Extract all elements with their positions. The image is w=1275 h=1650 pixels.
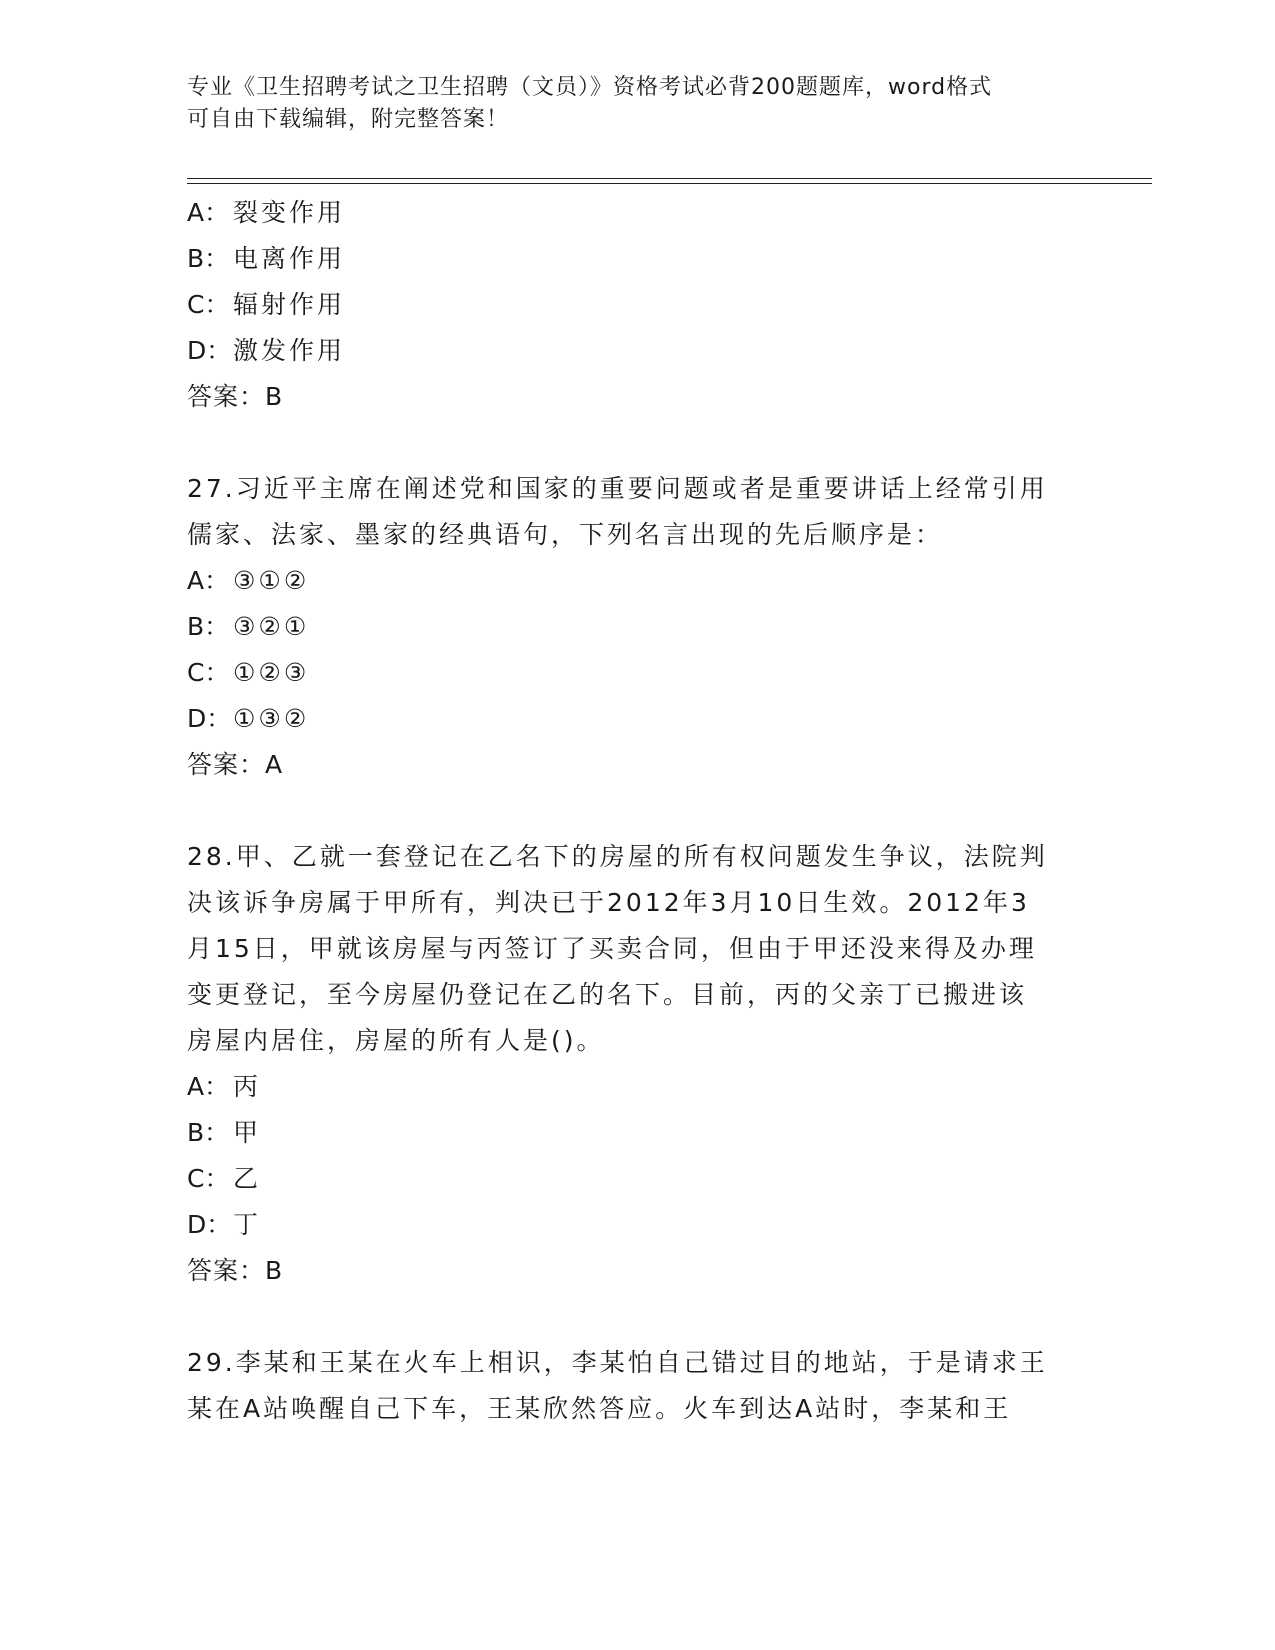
option-b: [187, 604, 1087, 650]
header-line-1: 专业《卫生招聘考试之卫生招聘（文员）》资格考试必背200题题库，word格式: [187, 75, 993, 100]
option-a: [187, 558, 1087, 604]
option-letter: B：: [187, 612, 230, 641]
question-line: 变更登记，至今房屋仍登记在乙的名下。目前，丙的父亲丁已搬进该: [187, 980, 1028, 1009]
option-b: [187, 1110, 1087, 1156]
question-line: 月15日，甲就该房屋与丙签订了买卖合同，但由于甲还没来得及办理: [187, 934, 1037, 963]
option-text: ①②③: [233, 658, 310, 687]
option-text: 丙: [233, 1072, 262, 1101]
question-29-stem: [187, 1340, 1087, 1432]
question-28-stem: [187, 834, 1087, 1064]
option-text: 乙: [233, 1164, 262, 1193]
option-letter: D：: [187, 336, 232, 365]
question-line: 房屋内居住，房屋的所有人是()。: [187, 1026, 605, 1055]
option-text: 电离作用: [233, 244, 346, 273]
option-text: 甲: [233, 1118, 262, 1147]
option-letter: B：: [187, 1118, 230, 1147]
option-letter: D：: [187, 1210, 232, 1239]
question-line: 28.甲、乙就一套登记在乙名下的房屋的所有权问题发生争议，法院判: [187, 842, 1048, 871]
option-b: [187, 236, 1087, 282]
option-c: [187, 282, 1087, 328]
header-line-2: 可自由下载编辑，附完整答案！: [187, 107, 510, 132]
question-28-answer: 答案：B: [187, 1256, 284, 1285]
question-line: 某在A站唤醒自己下车，王某欣然答应。火车到达A站时，李某和王: [187, 1394, 1012, 1423]
question-26-answer: 答案：B: [187, 382, 284, 411]
question-list: [187, 190, 1087, 1432]
option-letter: A：: [187, 1072, 230, 1101]
option-letter: A：: [187, 566, 230, 595]
option-text: ③①②: [233, 566, 310, 595]
option-letter: B：: [187, 244, 230, 273]
question-28-options: [187, 1064, 1087, 1248]
option-c: [187, 1156, 1087, 1202]
option-text: 裂变作用: [233, 198, 346, 227]
option-text: ③②①: [233, 612, 310, 641]
option-letter: C：: [187, 1164, 230, 1193]
option-c: [187, 650, 1087, 696]
header-divider-top: [187, 178, 1152, 179]
option-a: [187, 190, 1087, 236]
header-divider-bottom: [187, 183, 1152, 184]
option-text: 激发作用: [233, 336, 346, 365]
option-letter: A：: [187, 198, 230, 227]
option-text: ①③②: [233, 704, 310, 733]
option-d: [187, 328, 1087, 374]
question-line: 儒家、法家、墨家的经典语句，下列名言出现的先后顺序是：: [187, 520, 944, 549]
option-d: [187, 696, 1087, 742]
option-text: 辐射作用: [233, 290, 346, 319]
option-letter: C：: [187, 290, 230, 319]
option-letter: D：: [187, 704, 232, 733]
question-line: 27.习近平主席在阐述党和国家的重要问题或者是重要讲话上经常引用: [187, 474, 1048, 503]
question-27-answer: 答案：A: [187, 750, 284, 779]
question-27-options: [187, 558, 1087, 742]
question-line: 29.李某和王某在火车上相识，李某怕自己错过目的地站，于是请求王: [187, 1348, 1048, 1377]
spacer: [187, 420, 1087, 466]
question-27-stem: [187, 466, 1087, 558]
spacer: [187, 1294, 1087, 1340]
option-d: [187, 1202, 1087, 1248]
document-header: [187, 72, 1087, 136]
option-text: 丁: [233, 1210, 262, 1239]
option-letter: C：: [187, 658, 230, 687]
option-a: [187, 1064, 1087, 1110]
spacer: [187, 788, 1087, 834]
question-26-options: [187, 190, 1087, 374]
question-line: 决该诉争房属于甲所有，判决已于2012年3月10日生效。2012年3: [187, 888, 1030, 917]
